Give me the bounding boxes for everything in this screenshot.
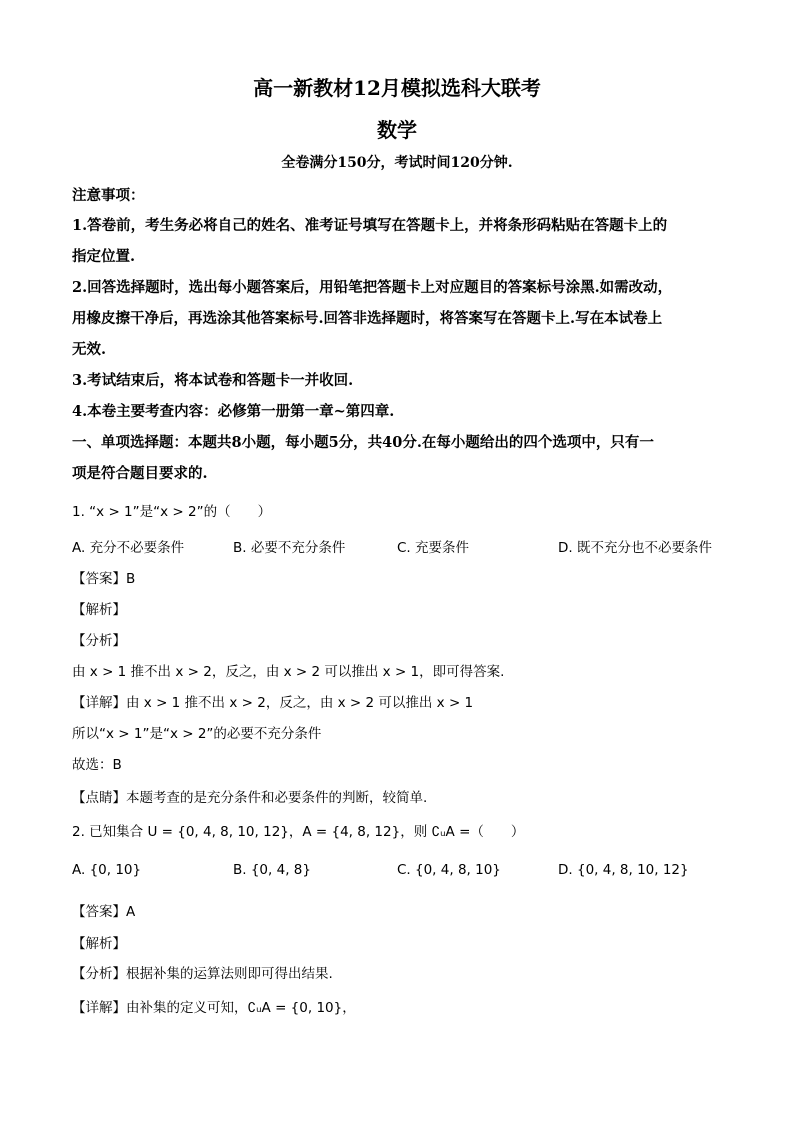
exam-subject: 数学 xyxy=(377,118,417,142)
section-heading-line-2: 项是符合题目要求的. xyxy=(72,465,208,482)
note-4: 4.本卷主要考查内容：必修第一册第一章~第四章. xyxy=(72,403,395,420)
q1-option-a: A. 充分不必要条件 xyxy=(72,540,185,556)
q1-fenxi: 由 x > 1 推不出 x > 2，反之，由 x > 2 可以推出 x > 1，即可得答案. xyxy=(72,664,505,680)
q1-fenxi-tag: 【分析】 xyxy=(72,633,126,649)
notes-heading: 注意事项： xyxy=(72,187,145,204)
q1-comment: 【点睛】本题考查的是充分条件和必要条件的判断，较简单. xyxy=(72,790,428,806)
q1-detail: 【详解】由 x > 1 推不出 x > 2，反之，由 x > 2 可以推出 x > 1 xyxy=(72,695,474,711)
q2-option-d: D. {0, 4, 8, 10, 12} xyxy=(558,862,689,878)
q1-option-c: C. 充要条件 xyxy=(397,540,470,556)
q2-option-c: C. {0, 4, 8, 10} xyxy=(397,862,501,878)
note-2-line-2: 用橡皮擦干净后，再选涂其他答案标号.回答非选择题时，将答案写在答题卡上.写在本试卷上 xyxy=(72,310,663,327)
q1-answer: 【答案】B xyxy=(72,571,136,587)
q2-stem: 2. 已知集合 U = {0, 4, 8, 10, 12}，A = {4, 8, 12}，则 ∁ᵤA =（ ） xyxy=(72,824,525,840)
section-heading-line-1: 一、单项选择题：本题共8小题，每小题5分，共40分.在每小题给出的四个选项中，只有一 xyxy=(72,434,654,451)
exam-info: 全卷满分150分，考试时间120分钟. xyxy=(281,155,513,171)
q2-answer: 【答案】A xyxy=(72,904,136,920)
q2-fenxi: 【分析】根据补集的运算法则即可得出结果. xyxy=(72,966,333,982)
note-2-line-1: 2.回答选择题时，选出每小题答案后，用铅笔把答题卡上对应题目的答案标号涂黑.如需改动， xyxy=(72,279,673,296)
q1-stem: 1. “x > 1”是“x > 2”的（ ） xyxy=(72,504,272,520)
q2-option-a: A. {0, 10} xyxy=(72,862,142,878)
q1-choice: 故选：B xyxy=(72,757,122,773)
note-1-line-1: 1.答卷前，考生务必将自己的姓名、准考证号填写在答题卡上，并将条形码粘贴在答题卡上的 xyxy=(72,217,668,234)
q1-option-b: B. 必要不充分条件 xyxy=(233,540,346,556)
note-1-line-2: 指定位置. xyxy=(72,248,136,265)
q1-analysis-tag: 【解析】 xyxy=(72,602,126,618)
q1-conclusion: 所以“x > 1”是“x > 2”的必要不充分条件 xyxy=(72,726,322,742)
note-2-line-3: 无效. xyxy=(72,341,107,358)
exam-title: 高一新教材12月模拟选科大联考 xyxy=(253,76,541,100)
q1-option-d: D. 既不充分也不必要条件 xyxy=(558,540,712,556)
q2-option-b: B. {0, 4, 8} xyxy=(233,862,311,878)
q2-analysis-tag: 【解析】 xyxy=(72,936,126,952)
note-3: 3.考试结束后，将本试卷和答题卡一并收回. xyxy=(72,372,354,389)
q2-detail: 【详解】由补集的定义可知，∁ᵤA = {0, 10}， xyxy=(72,1000,356,1016)
